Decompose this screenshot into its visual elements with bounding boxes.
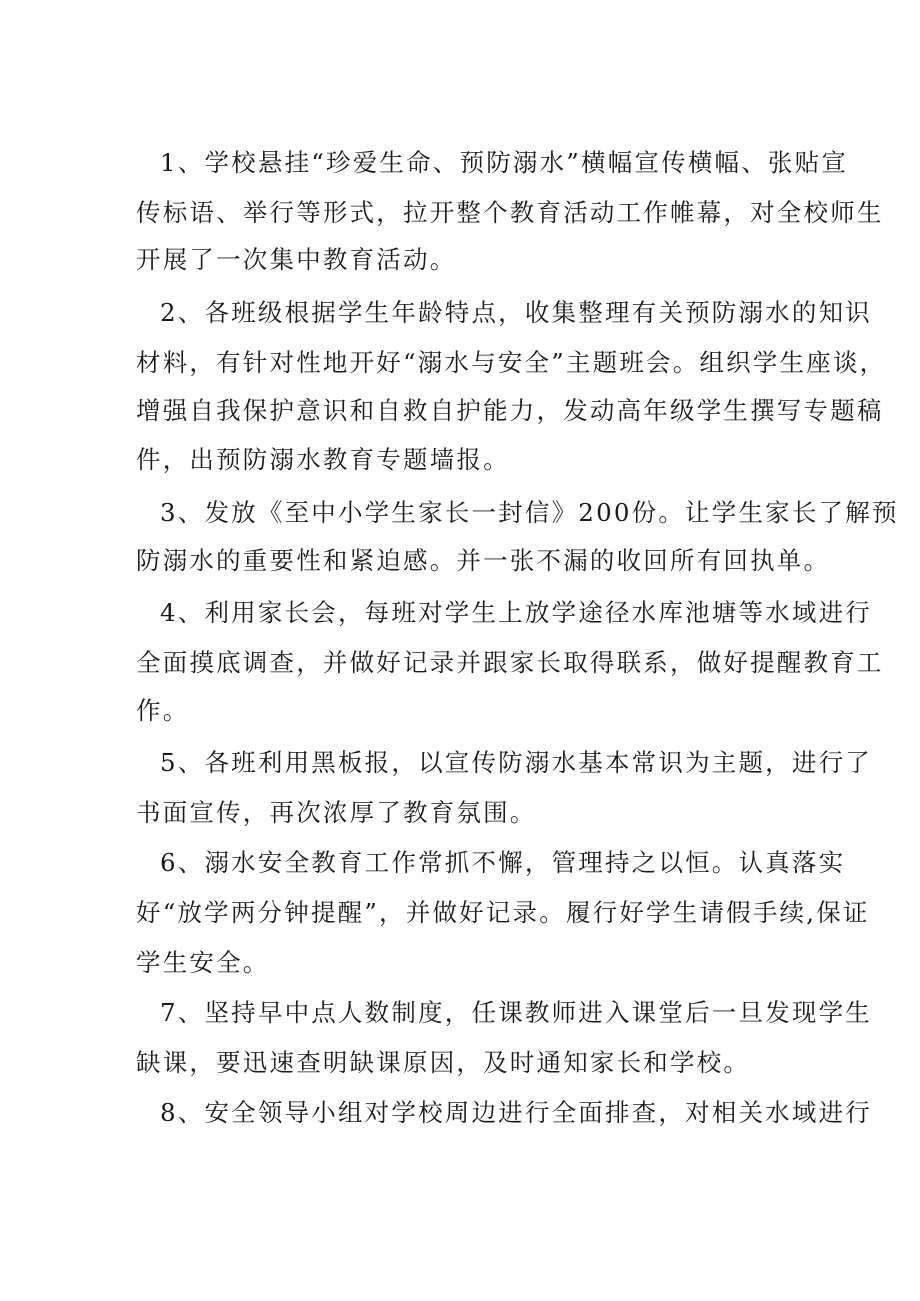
paragraph-line: 传标语、举行等形式，拉开整个教育活动工作帷幕，对全校师生 — [136, 198, 884, 227]
paragraph-line: 件，出预防溺水教育专题墙报。 — [136, 445, 510, 474]
paragraph-line: 材料，有针对性地开好“溺水与安全”主题班会。组织学生座谈， — [136, 348, 887, 377]
paragraph-line: 作。 — [136, 696, 190, 725]
paragraph-line: 缺课，要迅速查明缺课原因，及时通知家长和学校。 — [136, 1048, 751, 1077]
paragraph-line: 8、安全领导小组对学校周边进行全面排查，对相关水域进行 — [160, 1098, 872, 1127]
paragraph-line: 5、各班利用黑板报，以宣传防溺水基本常识为主题，进行了 — [160, 748, 872, 777]
paragraph-line: 学生安全。 — [136, 948, 270, 977]
paragraph-line: 全面摸底调查，并做好记录并跟家长取得联系，做好提醒教育工 — [136, 648, 884, 677]
paragraph-line: 6、溺水安全教育工作常抓不懈，管理持之以恒。认真落实 — [160, 848, 846, 877]
paragraph-line: 书面宣传，再次浓厚了教育氛围。 — [136, 798, 537, 827]
paragraph-line: 7、坚持早中点人数制度，任课教师进入课堂后一旦发现学生 — [160, 998, 872, 1027]
paragraph-line: 1、学校悬挂“珍爱生命、预防溺水”横幅宣传横幅、张贴宣 — [160, 148, 849, 177]
paragraph-line: 开展了一次集中教育活动。 — [136, 245, 457, 274]
paragraph-line: 4、利用家长会，每班对学生上放学途径水库池塘等水域进行 — [160, 598, 872, 627]
paragraph-line: 防溺水的重要性和紧迫感。并一张不漏的收回所有回执单。 — [136, 546, 831, 575]
paragraph-line: 好“放学两分钟提醒”，并做好记录。履行好学生请假手续,保证 — [136, 898, 870, 927]
paragraph-line: 3、发放《至中小学生家长一封信》200份。让学生家长了解预 — [160, 498, 899, 527]
paragraph-line: 2、各班级根据学生年龄特点，收集整理有关预防溺水的知识 — [160, 298, 872, 327]
paragraph-line: 增强自我保护意识和自救自护能力，发动高年级学生撰写专题稿 — [136, 396, 884, 425]
